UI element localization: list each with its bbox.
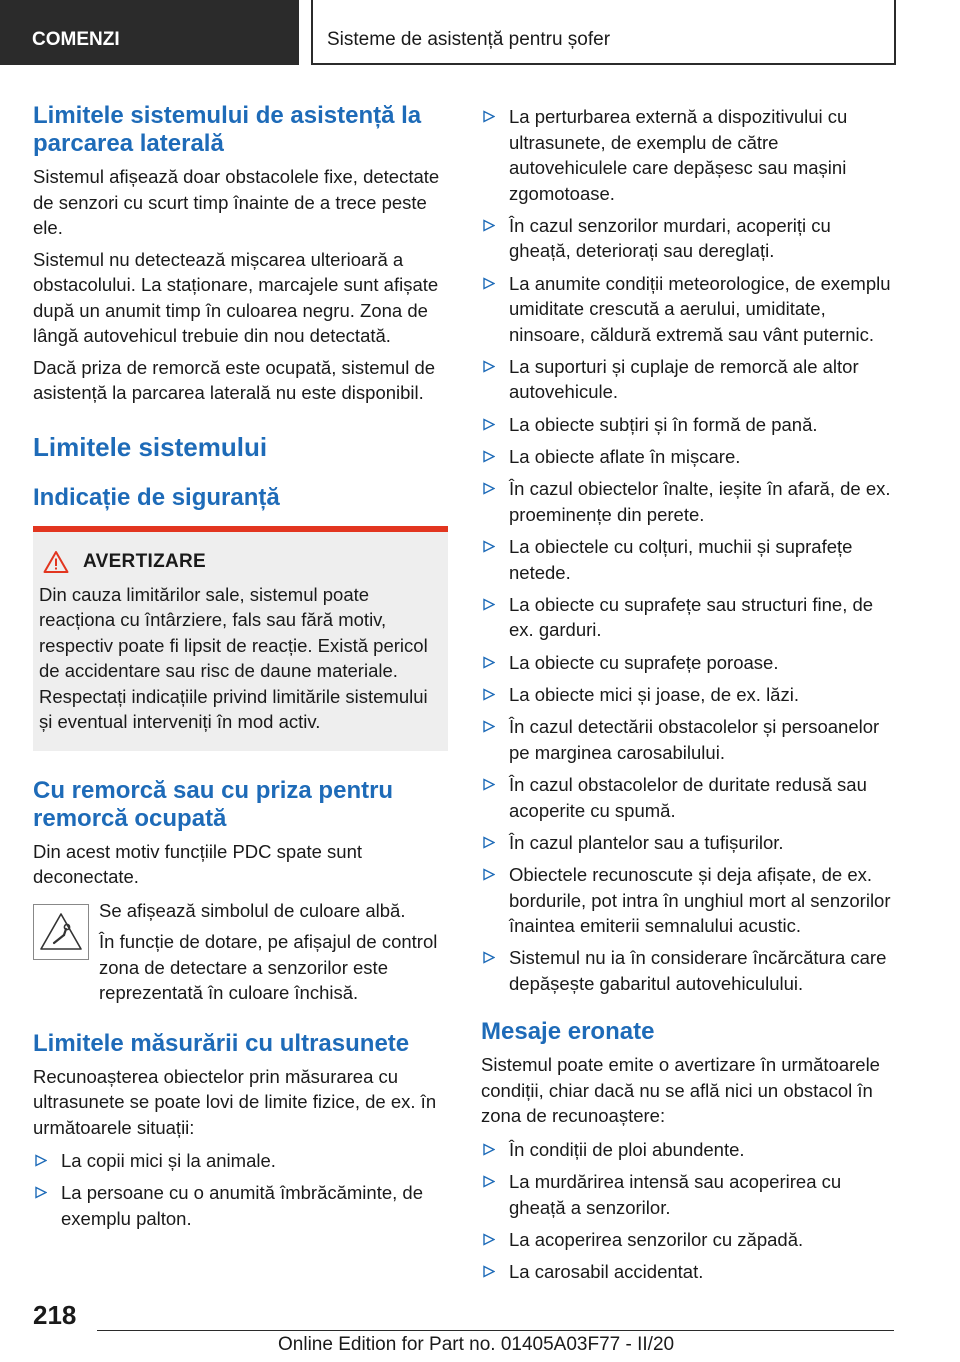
error-messages-paragraph: Sistemul poate emite o avertizare în următoarele condiții, chiar dacă nu se află nici un obstacol în zona de recunoaștere: bbox=[481, 1054, 880, 1127]
ultrasound-list bbox=[33, 1148, 448, 1231]
ultrasound-paragraph: Recunoașterea obiectelor prin măsurarea cu ultrasunete se poate lovi de limite fizice, de ex. în următoarele situații: bbox=[33, 1065, 437, 1138]
list-item: La obiecte aflate în mișcare. bbox=[481, 444, 896, 470]
triangle-bullet-icon bbox=[483, 482, 495, 495]
triangle-bullet-icon bbox=[483, 418, 495, 431]
triangle-bullet-icon bbox=[483, 598, 495, 611]
list-item: În cazul obiectelor înalte, ieșite în afară, de ex. proeminențe din perete. bbox=[481, 476, 896, 527]
list-item: În cazul plantelor sau a tufișurilor. bbox=[481, 830, 896, 856]
ultrasound-limits-heading: Limitele măsurării cu ultrasunete bbox=[33, 1029, 410, 1057]
ultrasound-limits-list bbox=[481, 104, 896, 996]
triangle-bullet-icon bbox=[483, 720, 495, 733]
trailer-paragraph: Din acest motiv funcțiile PDC spate sunt deconectate. bbox=[33, 840, 363, 887]
footer-divider bbox=[97, 1330, 894, 1331]
lateral-paragraph-3: Dacă priza de remorcă este ocupată, sistemul de asistență la parcarea laterală nu este disponibil. bbox=[33, 356, 436, 403]
triangle-bullet-icon bbox=[483, 219, 495, 232]
list-item: La copii mici și la animale. bbox=[33, 1148, 448, 1174]
triangle-bullet-icon bbox=[483, 836, 495, 849]
list-item: În cazul obstacolelor de duritate redusă sau acoperite cu spumă. bbox=[481, 772, 896, 823]
triangle-bullet-icon bbox=[483, 688, 495, 701]
warning-box bbox=[33, 526, 448, 751]
list-item: În cazul senzorilor murdari, acoperiți cu gheață, deteriorați sau dereglați. bbox=[481, 213, 896, 264]
list-item: La obiecte cu suprafețe poroase. bbox=[481, 650, 896, 676]
lateral-paragraph-1: Sistemul afișează doar obstacolele fixe, detectate de senzori cu scurt timp înainte de a trece peste ele. bbox=[33, 166, 440, 238]
section-tab bbox=[0, 0, 299, 65]
warning-label: AVERTIZARE bbox=[83, 550, 206, 572]
system-limits-heading: Limitele sistemului bbox=[33, 431, 268, 462]
list-item: La carosabil accidentat. bbox=[481, 1259, 896, 1285]
left-column bbox=[33, 102, 448, 1238]
list-item: În cazul detectării obstacolelor și persoanelor pe marginea carosabilului. bbox=[481, 714, 896, 765]
list-item: La obiecte cu suprafețe sau structuri fine, de ex. garduri. bbox=[481, 592, 896, 643]
list-item: Sistemul nu ia în considerare încărcătura care depășește gabaritul autovehiculului. bbox=[481, 945, 896, 996]
list-item: La suporturi și cuplaje de remorcă ale altor autovehicule. bbox=[481, 354, 896, 405]
list-item: La persoane cu o anumită îmbrăcăminte, de exemplu palton. bbox=[33, 1180, 448, 1231]
list-item: Obiectele recunoscute și deja afișate, de ex. bordurile, pot intra în unghiul mort al senzorilor înaintea emiterii semnalului acustic. bbox=[481, 862, 896, 939]
triangle-bullet-icon bbox=[483, 450, 495, 463]
list-item: La murdărirea intensă sau acoperirea cu gheață a senzorilor. bbox=[481, 1169, 896, 1220]
right-column bbox=[481, 104, 896, 1292]
list-item: La anumite condiții meteorologice, de exemplu umiditate crescută a aerului, umiditate, ninsoare, căldură extremă sau vânt puternic. bbox=[481, 271, 896, 348]
page-number: 218 bbox=[33, 1300, 77, 1330]
triangle-bullet-icon bbox=[483, 1233, 495, 1246]
lateral-paragraph-2: Sistemul nu detectează mișcarea ulterioară a obstacolului. La staționare, marcajele sunt afișate după un anumit timp în culoarea negru. Zona de lângă autovehicul trebuie din nou detectată. bbox=[33, 248, 439, 346]
error-conditions-list bbox=[481, 1137, 896, 1285]
list-item: La obiectele cu colțuri, muchii și suprafețe netede. bbox=[481, 534, 896, 585]
list-item: La obiecte subțiri și în formă de pană. bbox=[481, 412, 896, 438]
triangle-bullet-icon bbox=[483, 277, 495, 290]
triangle-bullet-icon bbox=[483, 540, 495, 553]
warning-text: Din cauza limitărilor sale, sistemul poate reacționa cu întârziere, fals sau fără motiv, respectiv poate fi lipsit de reacție. Există pericol de accidentare sau risc de daune materiale. Respectați indicațiile privind limitările sistemului și eventual interveniți în mod activ. bbox=[39, 583, 428, 732]
trailer-symbol-row bbox=[33, 898, 448, 1006]
chapter-title: Sisteme de asistență pentru șofer bbox=[327, 29, 611, 50]
triangle-bullet-icon bbox=[35, 1154, 47, 1167]
triangle-bullet-icon bbox=[483, 951, 495, 964]
trailer-hitch-warning-icon bbox=[34, 905, 88, 959]
triangle-bullet-icon bbox=[483, 778, 495, 791]
trailer-heading: Cu remorcă sau cu priza pentru remorcă ocupată bbox=[33, 776, 394, 832]
chapter-tab bbox=[311, 0, 896, 65]
triangle-bullet-icon bbox=[483, 1175, 495, 1188]
edition-footer: Online Edition for Part no. 01405A03F77 - II/20 bbox=[278, 1334, 675, 1355]
symbol-paragraph-1: Se afișează simbolul de culoare albă. bbox=[99, 899, 406, 921]
warning-triangle-icon bbox=[43, 550, 69, 574]
lateral-parking-limits-heading: Limitele sistemului de asistență la parcarea laterală bbox=[33, 102, 422, 157]
list-item: La acoperirea senzorilor cu zăpadă. bbox=[481, 1227, 896, 1253]
triangle-bullet-icon bbox=[483, 1143, 495, 1156]
triangle-bullet-icon bbox=[483, 868, 495, 881]
triangle-bullet-icon bbox=[483, 656, 495, 669]
triangle-bullet-icon bbox=[35, 1186, 47, 1199]
triangle-bullet-icon bbox=[483, 1265, 495, 1278]
warning-header bbox=[39, 550, 440, 574]
error-messages-heading: Mesaje eronate bbox=[481, 1018, 655, 1046]
list-item: În condiții de ploi abundente. bbox=[481, 1137, 896, 1163]
list-item: La obiecte mici și joase, de ex. lăzi. bbox=[481, 682, 896, 708]
trailer-symbol bbox=[33, 904, 89, 960]
triangle-bullet-icon bbox=[483, 360, 495, 373]
safety-note-heading: Indicație de siguranță bbox=[33, 483, 280, 511]
symbol-paragraph-2: În funcție de dotare, pe afișajul de control zona de detectare a senzorilor este reprezentată în culoare închisă. bbox=[99, 931, 438, 1003]
triangle-bullet-icon bbox=[483, 110, 495, 123]
list-item: La perturbarea externă a dispozitivului cu ultrasunete, de exemplu de către autovehiculele care depășesc sau mașini zgomotoase. bbox=[481, 104, 896, 206]
section-title: COMENZI bbox=[32, 29, 120, 50]
